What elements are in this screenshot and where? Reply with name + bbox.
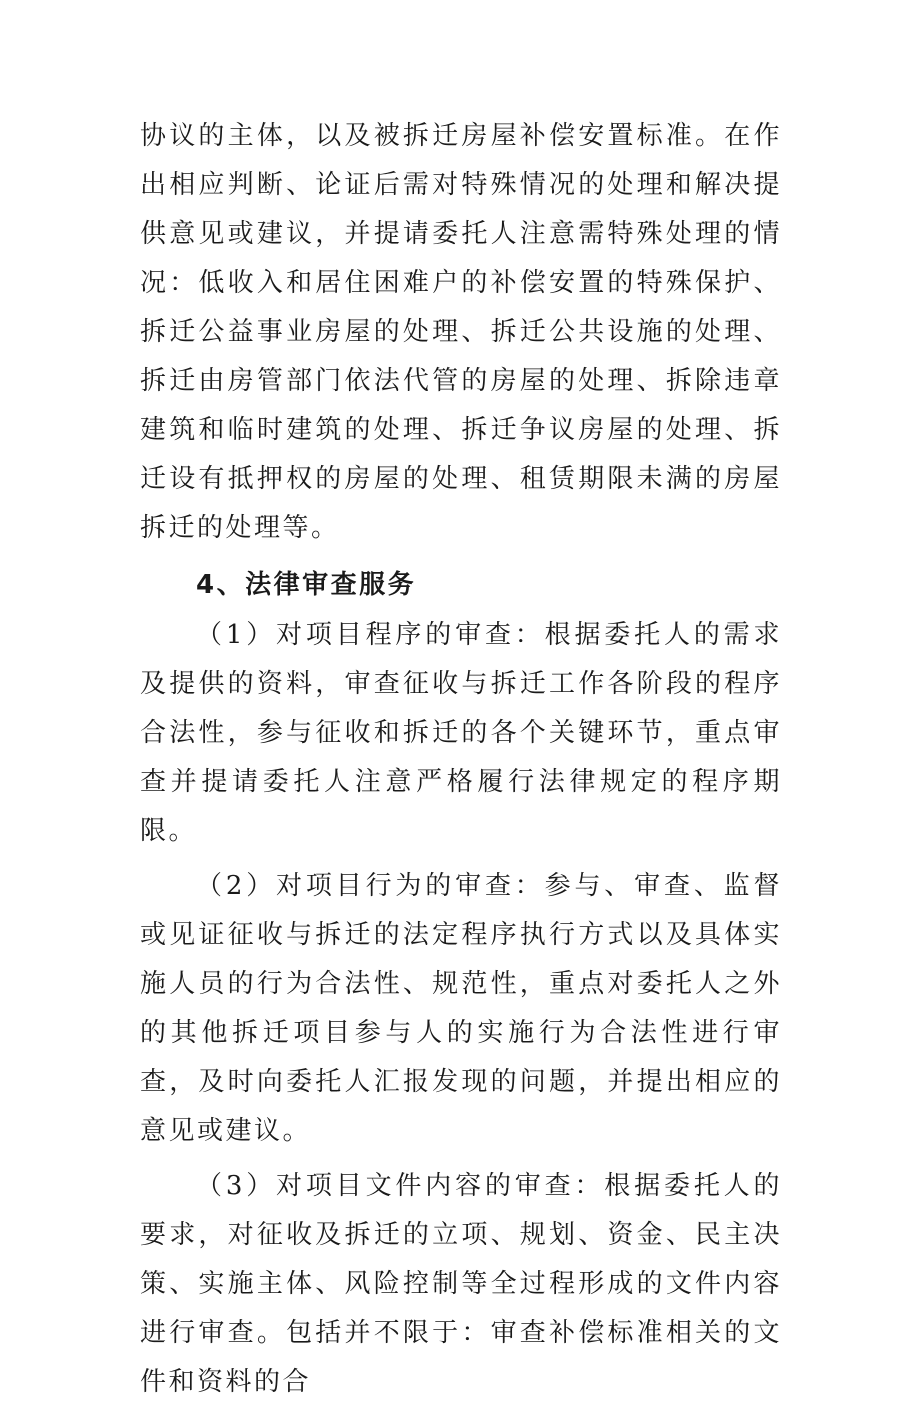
item-document-review: （3）对项目文件内容的审查：根据委托人的要求，对征收及拆迁的立项、规划、资金、民主决策、实施主体、风险控制等全过程形成的文件内容进行审查。包括并不限于：审查补偿标准相关的文件和资料的合 [140,1171,782,1397]
paragraph-continued: 协议的主体，以及被拆迁房屋补偿安置标准。在作出相应判断、论证后需对特殊情况的处理和解决提供意见或建议，并提请委托人注意需特殊处理的情况：低收入和居住困难户的补偿安置的特殊保护、拆迁公益事业房屋的处理、拆迁公共设施的处理、拆迁由房管部门依法代管的房屋的处理、拆除违章建筑和临时建筑的处理、拆迁争议房屋的处理、拆迁设有抵押权的房屋的处理、租赁期限未满的房屋拆迁的处理等。 [140,121,782,543]
document-body [140,112,782,1407]
item-conduct-review: （2）对项目行为的审查：参与、审查、监督或见证征收与拆迁的法定程序执行方式以及具体实施人员的行为合法性、规范性，重点对委托人之外的其他拆迁项目参与人的实施行为合法性进行审查，及时向委托人汇报发现的问题，并提出相应的意见或建议。 [140,871,782,1146]
section-heading: 4、法律审查服务 [196,570,417,600]
item-program-review: （1）对项目程序的审查：根据委托人的需求及提供的资料，审查征收与拆迁工作各阶段的程序合法性，参与征收和拆迁的各个关键环节，重点审查并提请委托人注意严格履行法律规定的程序期限。 [140,620,782,846]
